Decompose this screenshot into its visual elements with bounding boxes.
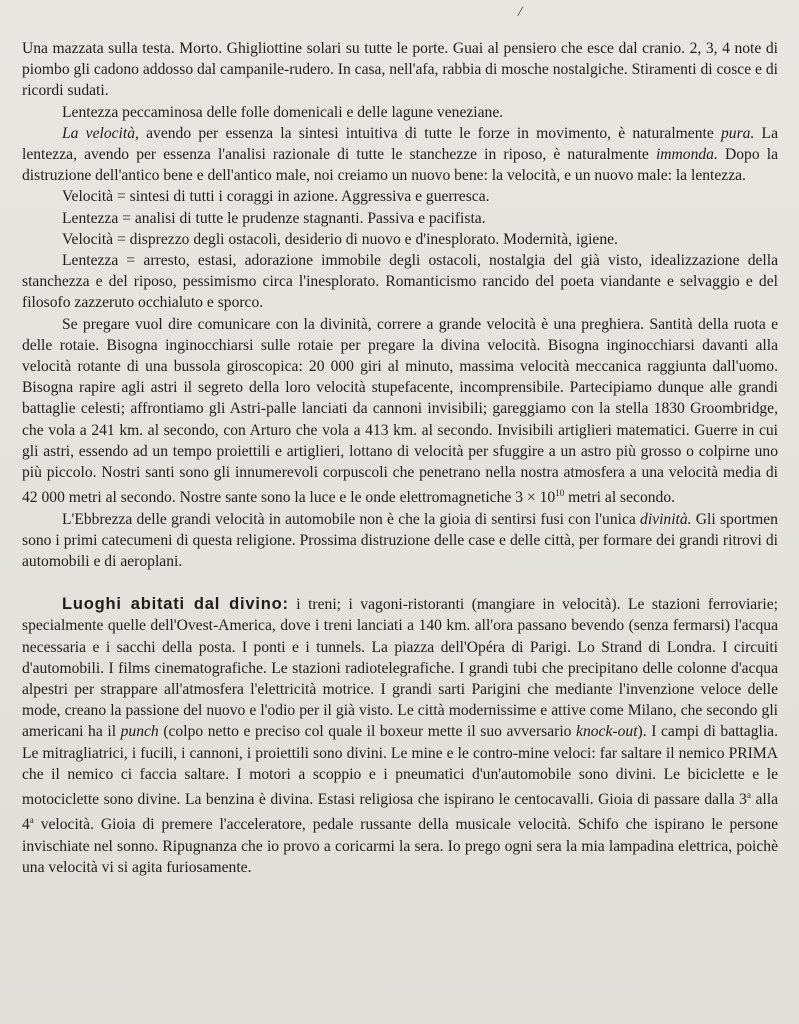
superscript: a: [29, 815, 34, 826]
paragraph-3: [22, 123, 778, 187]
text-run: Dopo la distruzione dell'antico bene e dell'antico male, noi creiamo un nuovo bene: la velocità, e un nuovo male: la lentezza.: [22, 146, 779, 185]
text-run: i treni; i vagoni-ristoranti (mangiare in velocità). Le stazioni ferroviarie; specialmente quelle dell'Ovest-America, dove i treni lanciati a 140 km. all'ora passano bevendo (senza fermarsi) l'acqua necessaria e i sacchi della posta. I ponti e i tunnels. La piazza dell'Opéra di Parigi. Lo Strand di Londra. I circuiti d'automobili. I films cinematografiche. Le stazioni radiotelegrafiche. I grandi tubi che precipitano delle colonne d'acqua alpestri per strappare all'atmosfera l'elettricità motrice. I grandi sarti Parigini che mediante l'invenzione veloce delle mode, creano la passione del nuovo e l'odio per il già visto. Le città modernissime e attive come Milano, che secondo gli americani ha il: [22, 596, 778, 741]
paragraph-1: Una mazzata sulla testa. Morto. Ghigliottine solari su tutte le porte. Guai al pensiero che esce dal cranio. 2, 3, 4 note di piombo gli cadono addosso dal campanile-rudero. In casa, nell'afa, rabbia di mosche nostalgiche. Stiramenti di cosce e di ricordi sudati.: [22, 40, 778, 100]
paragraph-2: Lentezza peccaminosa delle folle domenicali e delle lagune veneziane.: [62, 103, 504, 121]
exponent: 10: [555, 488, 565, 499]
italic-phrase: pura.: [720, 124, 755, 142]
section-heading: Luoghi abitati dal divino:: [62, 595, 289, 614]
definition-slowness-1: Lentezza = analisi di tutte le prudenze stagnanti. Passiva e pacifista.: [62, 209, 486, 227]
paragraph-ebbrezza: [22, 509, 778, 573]
section-gap: [22, 572, 778, 594]
text-run: alla 4: [22, 791, 778, 834]
text-run: avendo per essenza la sintesi intuitiva di tutte le forze in movimento, è naturalmente: [138, 124, 721, 142]
italic-phrase: La velocità,: [62, 124, 139, 142]
text-run: L'Ebbrezza delle grandi velocità in automobile non è che la gioia di sentirsi fusi con l'unica: [62, 510, 641, 528]
definition-slowness-2: Lentezza = arresto, estasi, adorazione immobile degli ostacoli, nostalgia del già visto, idealizzazione della stanchezza e del riposo, pessimismo circa l'inesplorato. Romanticismo rancido del poeta viandante e selvaggio e del filosofo zazzeruto occhialuto e sporco.: [22, 252, 778, 312]
italic-phrase: divinità.: [640, 510, 692, 528]
italic-phrase: punch: [120, 723, 159, 741]
definition-speed-1: Velocità = sintesi di tutti i coraggi in azione. Aggressiva e guerresca.: [62, 188, 490, 206]
text-run: Se pregare vuol dire comunicare con la divinità, correre a grande velocità è una preghiera. Santità della ruota e delle rotaie. Bisogna inginocchiarsi sulle rotaie per pregare la divina velocità. Bisogna inginocchiarsi davanti alla velocità rotante di una bussola giroscopica: 20 000 giri al minuto, massima velocità meccanica raggiunta dall'uomo. Bisogna rapire agli astri il segreto della loro velocità stupefacente, incomprensibile. Partecipiamo dunque alle grandi battaglie celesti; affrontiamo gli Astri-palle lanciati da cannoni invisibili; gareggiamo con la stella 1830 Groombridge, che vola a 241 km. al secondo, con Arturo che vola a 413 km. al secondo. Invisibili artiglieri matematici. Guerre in cui gli astri, essendo ad un tempo proiettili e artiglieri, lottano di velocità per sfuggire a un astro più grosso o colpirne uno più piccolo. Nostri santi sono gli innumerevoli corpuscoli che penetrano nella nostra atmosfera a una velocità media di 42 000 metri al secondo. Nostre sante sono la luce e le onde elettromagnetiche 3 × 10: [22, 315, 778, 507]
definition-speed-2: Velocità = disprezzo degli ostacoli, desiderio di nuovo e d'inesplorato. Modernità, igiene.: [62, 230, 618, 248]
superscript: a: [746, 790, 751, 801]
paragraph-prayer: [22, 314, 778, 509]
text-run: velocità. Gioia di premere l'acceleratore, pedale russante della musicale velocità. Schifo che ispirano le persone invischiate nel sonno. Ripugnanza che io provo a coricarmi la sera. Io prego ogni sera la mia lampadina elettrica, poichè una velocità vi si agita furiosamente.: [22, 816, 778, 877]
italic-phrase: knock-out: [576, 723, 638, 741]
text-run: (colpo netto e preciso col quale il boxeur mette il suo avversario: [158, 723, 577, 741]
body-text: [22, 38, 778, 878]
text-run: metri al secondo.: [564, 489, 676, 507]
italic-phrase: immonda.: [655, 146, 718, 164]
text-run: Gli sportmen sono i primi catecumeni di questa religione. Prossima distruzione delle case e delle città, per formare dei grandi ritrovi di automobili e di aeroplani.: [22, 510, 778, 571]
text-run: ). I campi di battaglia. Le mitragliatrici, i fucili, i cannoni, i proiettili sono divini. Le mine e le contro-mine veloci: far saltare il nemico PRIMA che il nemico ci faccia saltare. I motori a scoppio e i pneumatici d'un'automobile sono divini. Le biciclette e le motociclette sono divine. La benzina è divina. Estasi religiosa che ispirano le centocavalli. Gioia di passare dalla 3: [22, 723, 778, 809]
text-run: La lentezza, avendo per essenza l'analisi razionale di tutte le stanchezze in riposo, è naturalmente: [22, 124, 778, 164]
paragraph-divine-places: [22, 594, 778, 878]
page-mark: /: [518, 4, 523, 20]
